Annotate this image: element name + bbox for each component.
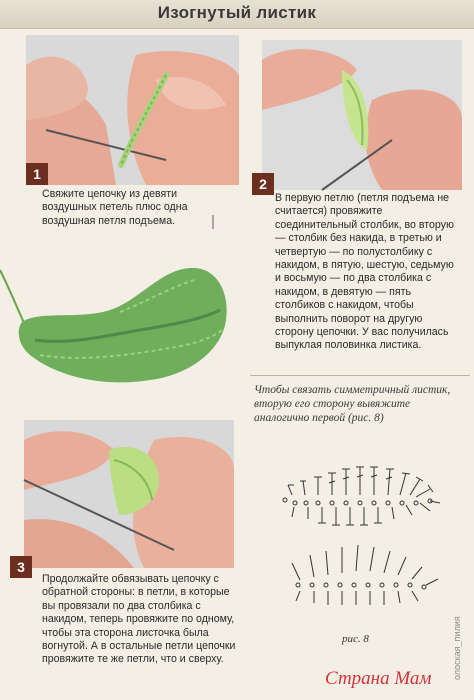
step-3-text: Продолжайте обвязывать цепочку с обратной стороны: в петли, в которые вы провязали по два столбика с накидом, теперь провяжите по одному, чтобы эта сторона листочка была вогнутой. А в остальные петли цепочки провяжите те же петли, что и сверху. xyxy=(42,573,236,666)
step-1-number: 1 xyxy=(26,163,48,185)
diagram-top-row xyxy=(288,467,433,497)
crochet-diagram xyxy=(270,455,460,630)
step-3-photo xyxy=(17,420,234,575)
step-1-text: Свяжите цепочку из девяти воздушных петель плюс одна воздушная петля подъема. xyxy=(42,188,188,227)
step-3-number: 3 xyxy=(10,556,32,578)
figure-caption: рис. 8 xyxy=(342,633,369,645)
vertical-watermark: олоская_пилия xyxy=(452,616,462,680)
step-2-text: В первую петлю (петля подъема не считается) провяжите соединительный столбик, во вторую — столбик без накида, в третью и четвертую — по полустолбику с накидом, в пятую, шестую, седьмую и восьмую — по два столбика с накидом, в девятую — пять столбиков с накидом, чтобы выполнить поворот на другую сторону цепочки. У вас получилась выпуклая половинка листика. xyxy=(275,192,454,352)
divider xyxy=(250,375,470,376)
step-2-photo xyxy=(259,40,462,192)
pin-icon xyxy=(210,215,216,229)
diagram-chain xyxy=(283,498,432,505)
site-watermark: Страна Мам xyxy=(325,668,432,689)
diagram-second-leaf xyxy=(292,545,438,605)
page-header xyxy=(0,0,474,29)
symmetry-note: Чтобы связать симметричный листик, вторую его сторону вывяжите аналогично первой (рис. 8) xyxy=(254,384,451,424)
step-2-number: 2 xyxy=(252,173,274,195)
step-1-photo xyxy=(26,35,239,185)
leaf-photo xyxy=(0,250,235,390)
page-title: Изогнутый листик xyxy=(157,3,317,22)
